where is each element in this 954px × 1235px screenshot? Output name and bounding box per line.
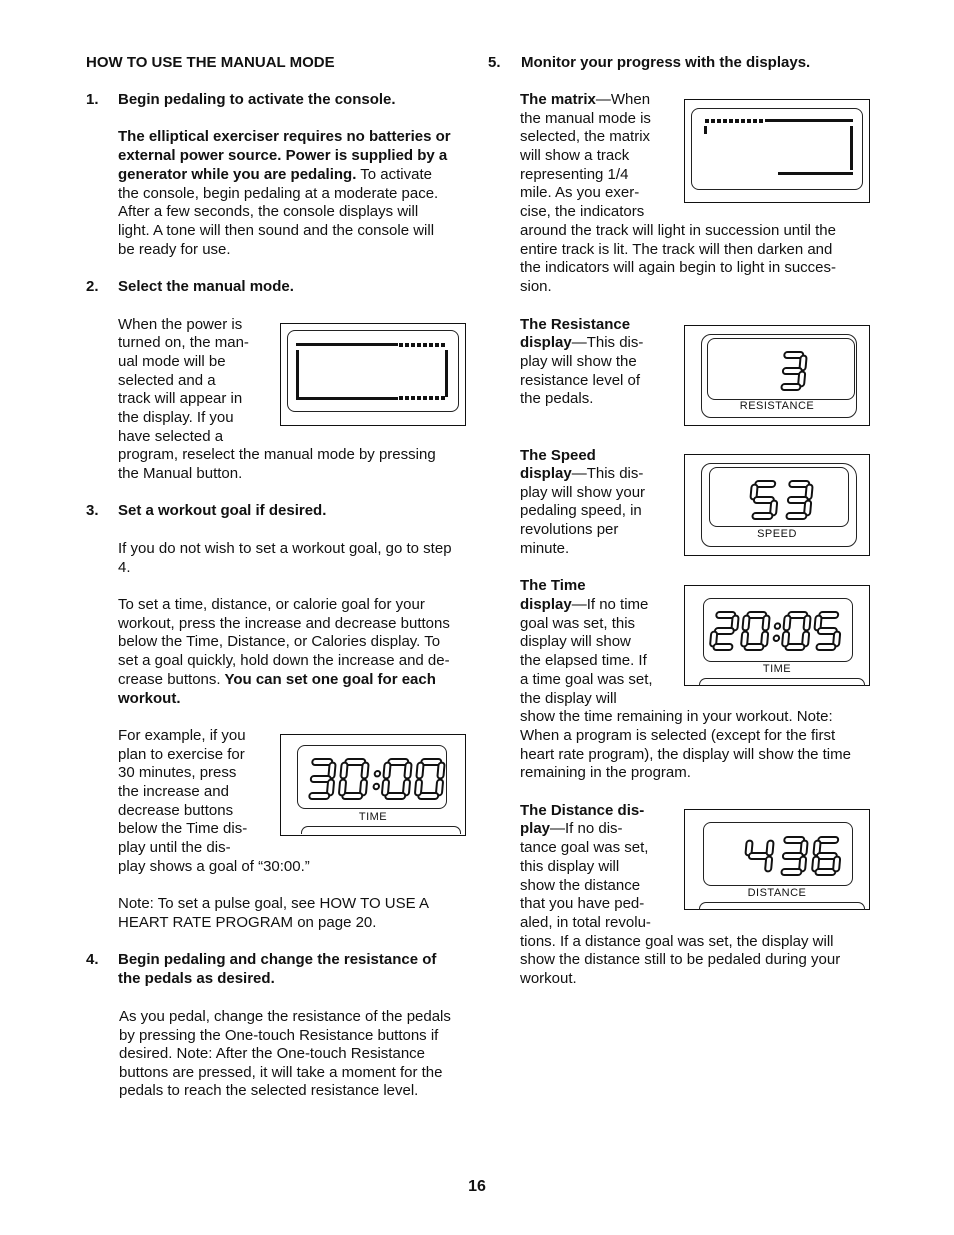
body-text: minute. (520, 540, 570, 557)
body-text: ual mode will be (118, 353, 226, 370)
digit-0 (415, 759, 445, 799)
body-text: sion. (520, 278, 552, 295)
body-text: aled, in total revolu- (520, 914, 651, 931)
body-text-regular: —This dis- (571, 465, 644, 482)
body-text: by pressing the One-touch Resistance buttons if (119, 1027, 439, 1044)
body-text: workout, press the increase and decrease buttons (118, 615, 450, 632)
body-text: mile. As you exer- (520, 184, 640, 201)
body-text (520, 334, 643, 353)
step-title: Set a workout goal if desired. (118, 502, 327, 519)
body-text: heart rate program), the display will show the time (520, 746, 851, 763)
body-text: remaining in the program. (520, 764, 691, 781)
body-text: show the distance still to be pedaled during your (520, 951, 841, 968)
colon-segment (373, 771, 380, 789)
matrix-partial-figure (684, 99, 870, 203)
time-goal-figure (280, 734, 466, 836)
seven-segment-digits (749, 481, 813, 519)
display-label: TIME (762, 663, 792, 675)
body-text (118, 671, 436, 690)
digit-3 (781, 352, 807, 390)
display-label: RESISTANCE (739, 400, 815, 412)
display-label: TIME (358, 811, 388, 823)
body-text: pedaling speed, in (520, 502, 642, 519)
body-text: When a program is selected (except for the first (520, 727, 836, 744)
body-text-regular: —When (595, 91, 651, 108)
body-text: the display will (520, 690, 617, 707)
step-title: Select the manual mode. (118, 278, 294, 295)
term-bold: The Resistance (520, 316, 631, 333)
body-text: Note: To set a pulse goal, see HOW TO USE A (118, 895, 429, 912)
body-text: display will show (520, 633, 631, 650)
body-text: 30 minutes, press (118, 764, 237, 781)
body-text: the elapsed time. If (520, 652, 647, 669)
body-text: show the distance (520, 877, 641, 894)
digit-2 (710, 612, 739, 650)
body-text: turned on, the man- (118, 334, 249, 351)
body-text: decrease buttons (118, 802, 234, 819)
body-text: plan to exercise for (118, 746, 245, 763)
button-outline (699, 902, 865, 910)
body-text: track will appear in (118, 390, 243, 407)
seven-segment-digits (781, 352, 807, 390)
step-title: Begin pedaling to activate the console. (118, 91, 396, 108)
body-text: that you have ped- (520, 895, 645, 912)
body-text: the pedals. (520, 390, 594, 407)
body-text-bold: generator while you are pedaling. (118, 166, 357, 183)
step-title: the pedals as desired. (118, 970, 275, 987)
speed-figure (684, 454, 870, 556)
body-text: To set a time, distance, or calorie goal for your (118, 596, 425, 613)
matrix-track-graphic (281, 324, 467, 427)
body-text: revolutions per (520, 521, 619, 538)
body-text: play shows a goal of “30:00.” (118, 858, 310, 875)
term-bold: The Distance dis- (520, 802, 645, 819)
body-text: below the Time dis- (118, 820, 248, 837)
body-text: entire track is lit. The track will then darken and (520, 241, 833, 258)
body-text: goal was set, this (520, 615, 636, 632)
body-text: As you pedal, change the resistance of the pedals (119, 1008, 451, 1025)
body-text-regular: —If no dis- (550, 820, 623, 837)
step-number: 3. (86, 502, 99, 519)
digit-0 (382, 759, 412, 799)
step-number: 2. (86, 278, 99, 295)
body-text: workout. (118, 690, 181, 707)
term-bold: The Time (520, 577, 586, 594)
time-figure (684, 585, 870, 686)
body-text: 4. (118, 559, 131, 576)
digit-5 (813, 612, 842, 650)
body-text-regular: —If no time (571, 596, 649, 613)
step-title: Monitor your progress with the displays. (521, 54, 811, 71)
step-number: 5. (488, 54, 501, 71)
body-text: the increase and (118, 783, 229, 800)
digit-0 (782, 612, 811, 650)
section-heading: HOW TO USE THE MANUAL MODE (86, 54, 335, 71)
body-text: workout. (520, 970, 577, 987)
seven-segment-digits (309, 759, 445, 799)
body-text: the Manual button. (118, 465, 243, 482)
colon-segment (773, 623, 780, 641)
body-text-regular: crease buttons. (118, 671, 221, 688)
body-text: desired. Note: After the One-touch Resistance (119, 1045, 425, 1062)
digit-0 (339, 759, 369, 799)
display-label: SPEED (757, 528, 797, 540)
resistance-figure (684, 325, 870, 426)
step-number: 1. (86, 91, 99, 108)
body-text: play will show the (520, 353, 637, 370)
body-text: will show a track (520, 147, 630, 164)
body-text: the console, begin pedaling at a moderate pace. (118, 185, 439, 202)
body-text: buttons are pressed, it will take a moment for the (119, 1064, 443, 1081)
body-text (118, 166, 432, 185)
body-text-regular: To activate (356, 166, 432, 183)
seven-segment-digits (710, 612, 842, 650)
matrix-partial-graphic (685, 100, 871, 204)
body-text (520, 91, 650, 110)
term-bold: The matrix (520, 91, 596, 108)
body-text: below the Time, Distance, or Calories display. To (118, 633, 441, 650)
body-text: external power source. Power is supplied by a (118, 147, 448, 164)
body-text: have selected a (118, 428, 224, 445)
body-text: be ready for use. (118, 241, 231, 258)
digit-0 (741, 612, 770, 650)
body-text: resistance level of (520, 372, 641, 389)
body-text: selected and a (118, 372, 216, 389)
body-text: this display will (520, 858, 620, 875)
digit-5 (749, 481, 779, 519)
seven-segment-display (685, 455, 871, 557)
body-text (520, 596, 648, 615)
body-text: The elliptical exerciser requires no batteries or (118, 128, 451, 145)
body-text: light. A tone will then sound and the console will (118, 222, 435, 239)
body-text: show the time remaining in your workout. Note: (520, 708, 833, 725)
body-text: selected, the matrix (520, 128, 651, 145)
button-outline (699, 678, 865, 686)
body-text: After a few seconds, the console displays will (118, 203, 419, 220)
digit-6 (812, 837, 842, 875)
body-text: tance goal was set, (520, 839, 649, 856)
body-text-regular: —This dis- (571, 334, 644, 351)
body-text (520, 465, 643, 484)
step-title: Begin pedaling and change the resistance of (118, 951, 437, 968)
display-label: DISTANCE (747, 887, 807, 899)
term-bold: The Speed (520, 447, 596, 464)
term-bold: display (520, 596, 572, 613)
body-text: a time goal was set, (520, 671, 653, 688)
body-text: For example, if you (118, 727, 246, 744)
button-outline (301, 826, 461, 834)
body-text: When the power is (118, 316, 243, 333)
body-text: the indicators will again begin to light in succes- (520, 259, 837, 276)
digit-3 (781, 837, 808, 875)
body-text: tions. If a distance goal was set, the display will (520, 933, 834, 950)
body-text: HEART RATE PROGRAM on page 20. (118, 914, 377, 931)
body-text: representing 1/4 (520, 166, 629, 183)
body-text: pedals to reach the selected resistance level. (119, 1082, 419, 1099)
body-text (520, 820, 623, 839)
term-bold: display (520, 334, 572, 351)
matrix-track-figure (280, 323, 466, 426)
term-bold: display (520, 465, 572, 482)
body-text: cise, the indicators (520, 203, 645, 220)
distance-figure (684, 809, 870, 910)
digit-4 (744, 841, 774, 872)
digit-3 (786, 481, 813, 519)
page-number: 16 (468, 1178, 486, 1195)
term-bold: play (520, 820, 551, 837)
body-text-bold: You can set one goal for each (220, 671, 436, 688)
body-text: the display. If you (118, 409, 234, 426)
body-text: program, reselect the manual mode by pressing (118, 446, 436, 463)
step-number: 4. (86, 951, 99, 968)
body-text: the manual mode is (520, 110, 651, 127)
body-text: set a goal quickly, hold down the increase and de- (118, 652, 450, 669)
body-text: play will show your (520, 484, 646, 501)
seven-segment-digits (744, 837, 842, 875)
body-text: around the track will light in succession until the (520, 222, 836, 239)
body-text: If you do not wish to set a workout goal, go to step (118, 540, 452, 557)
digit-3 (309, 759, 336, 799)
body-text: play until the dis- (118, 839, 231, 856)
